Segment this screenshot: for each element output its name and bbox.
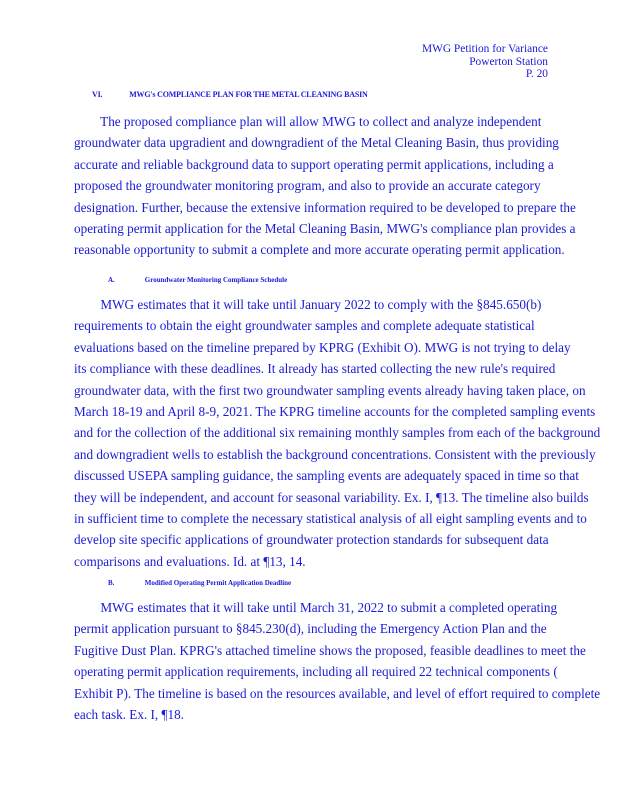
section-title: MWG's COMPLIANCE PLAN FOR THE METAL CLEANING BASIN (129, 89, 368, 99)
paragraph-line: reasonable opportunity to submit a complete and more accurate operating permit application. (74, 242, 565, 258)
paragraph-line: The proposed compliance plan will allow MWG to collect and analyze independent (74, 114, 542, 129)
header-station-name: Powerton Station (469, 55, 548, 68)
paragraph-line: discussed USEPA sampling guidance, the sampling events are adequately spaced in time so that (74, 468, 579, 484)
paragraph-line: its compliance with these deadlines. It already has started collecting the new rule's required (74, 361, 556, 377)
subsection-letter: A. (108, 275, 115, 284)
paragraph-line: MWG estimates that it will take until March 31, 2022 to submit a completed operating (74, 600, 558, 615)
paragraph-line: in sufficient time to complete the necessary statistical analysis of all eight sampling events and to (74, 510, 587, 526)
paragraph-compliance-plan (74, 111, 614, 261)
subsection-title: Groundwater Monitoring Compliance Schedule (144, 275, 288, 284)
paragraph-line: designation. Further, because the extensive information required to be developed to prepare the (74, 199, 576, 215)
section-number: VI. (92, 89, 103, 99)
paragraph-line: Fugitive Dust Plan. KPRG's attached timeline shows the proposed, feasible deadlines to meet the (74, 642, 586, 658)
paragraph-line: MWG estimates that it will take until January 2022 to comply with the §845.650(b) (74, 297, 542, 312)
subsection-letter: B. (108, 578, 115, 587)
section-heading (92, 89, 368, 99)
subsection-title: Modified Operating Permit Application Deadline (144, 578, 292, 587)
paragraph-line: operating permit application for the Metal Cleaning Basin, MWG's compliance plan provides a (74, 220, 576, 236)
paragraph-line: each task. Ex. I, ¶18. (74, 706, 184, 722)
paragraph-line: accurate and reliable background data to support operating permit applications, including a (74, 156, 554, 172)
paragraph-line: and for the collection of the additional six remaining monthly samples from each of the background (74, 425, 601, 441)
paragraph-line: proposed the groundwater monitoring program, and also to provide an accurate category (74, 178, 541, 194)
header-petition-title: MWG Petition for Variance (421, 43, 548, 55)
paragraph-permit-deadline (74, 597, 614, 725)
paragraph-line: operating permit application requirements, including all required 22 technical components ( (74, 664, 558, 680)
page-header (422, 43, 548, 81)
paragraph-line: March 18-19 and April 8-9, 2021. The KPRG timeline accounts for the completed sampling events (74, 403, 596, 419)
paragraph-line: permit application pursuant to §845.230(d), including the Emergency Action Plan and the (74, 621, 547, 637)
subsection-heading-b (108, 578, 291, 587)
paragraph-line: they will be independent, and account for seasonal variability. Ex. I, ¶13. The timeline also builds (74, 489, 589, 505)
subsection-heading-a (108, 275, 287, 284)
paragraph-line: and downgradient wells to establish the background concentrations. Consistent with the previously (74, 446, 596, 462)
paragraph-groundwater-schedule (74, 294, 614, 572)
paragraph-line: develop site specific applications of groundwater protection standards for subsequent data (74, 532, 549, 548)
paragraph-line: evaluations based on the timeline prepared by KPRG (Exhibit O). MWG is not trying to delay (74, 339, 571, 355)
paragraph-line: groundwater data, with the first two groundwater sampling events already having taken place, on (74, 382, 586, 398)
paragraph-line: requirements to obtain the eight groundwater samples and complete adequate statistical (74, 318, 535, 334)
header-page-number: P. 20 (525, 68, 548, 80)
paragraph-line: groundwater data upgradient and downgradient of the Metal Cleaning Basin, thus providing (74, 135, 559, 151)
paragraph-line: comparisons and evaluations. Id. at ¶13, 14. (74, 553, 306, 569)
paragraph-line: Exhibit P). The timeline is based on the resources available, and level of effort required to complete (74, 685, 601, 701)
